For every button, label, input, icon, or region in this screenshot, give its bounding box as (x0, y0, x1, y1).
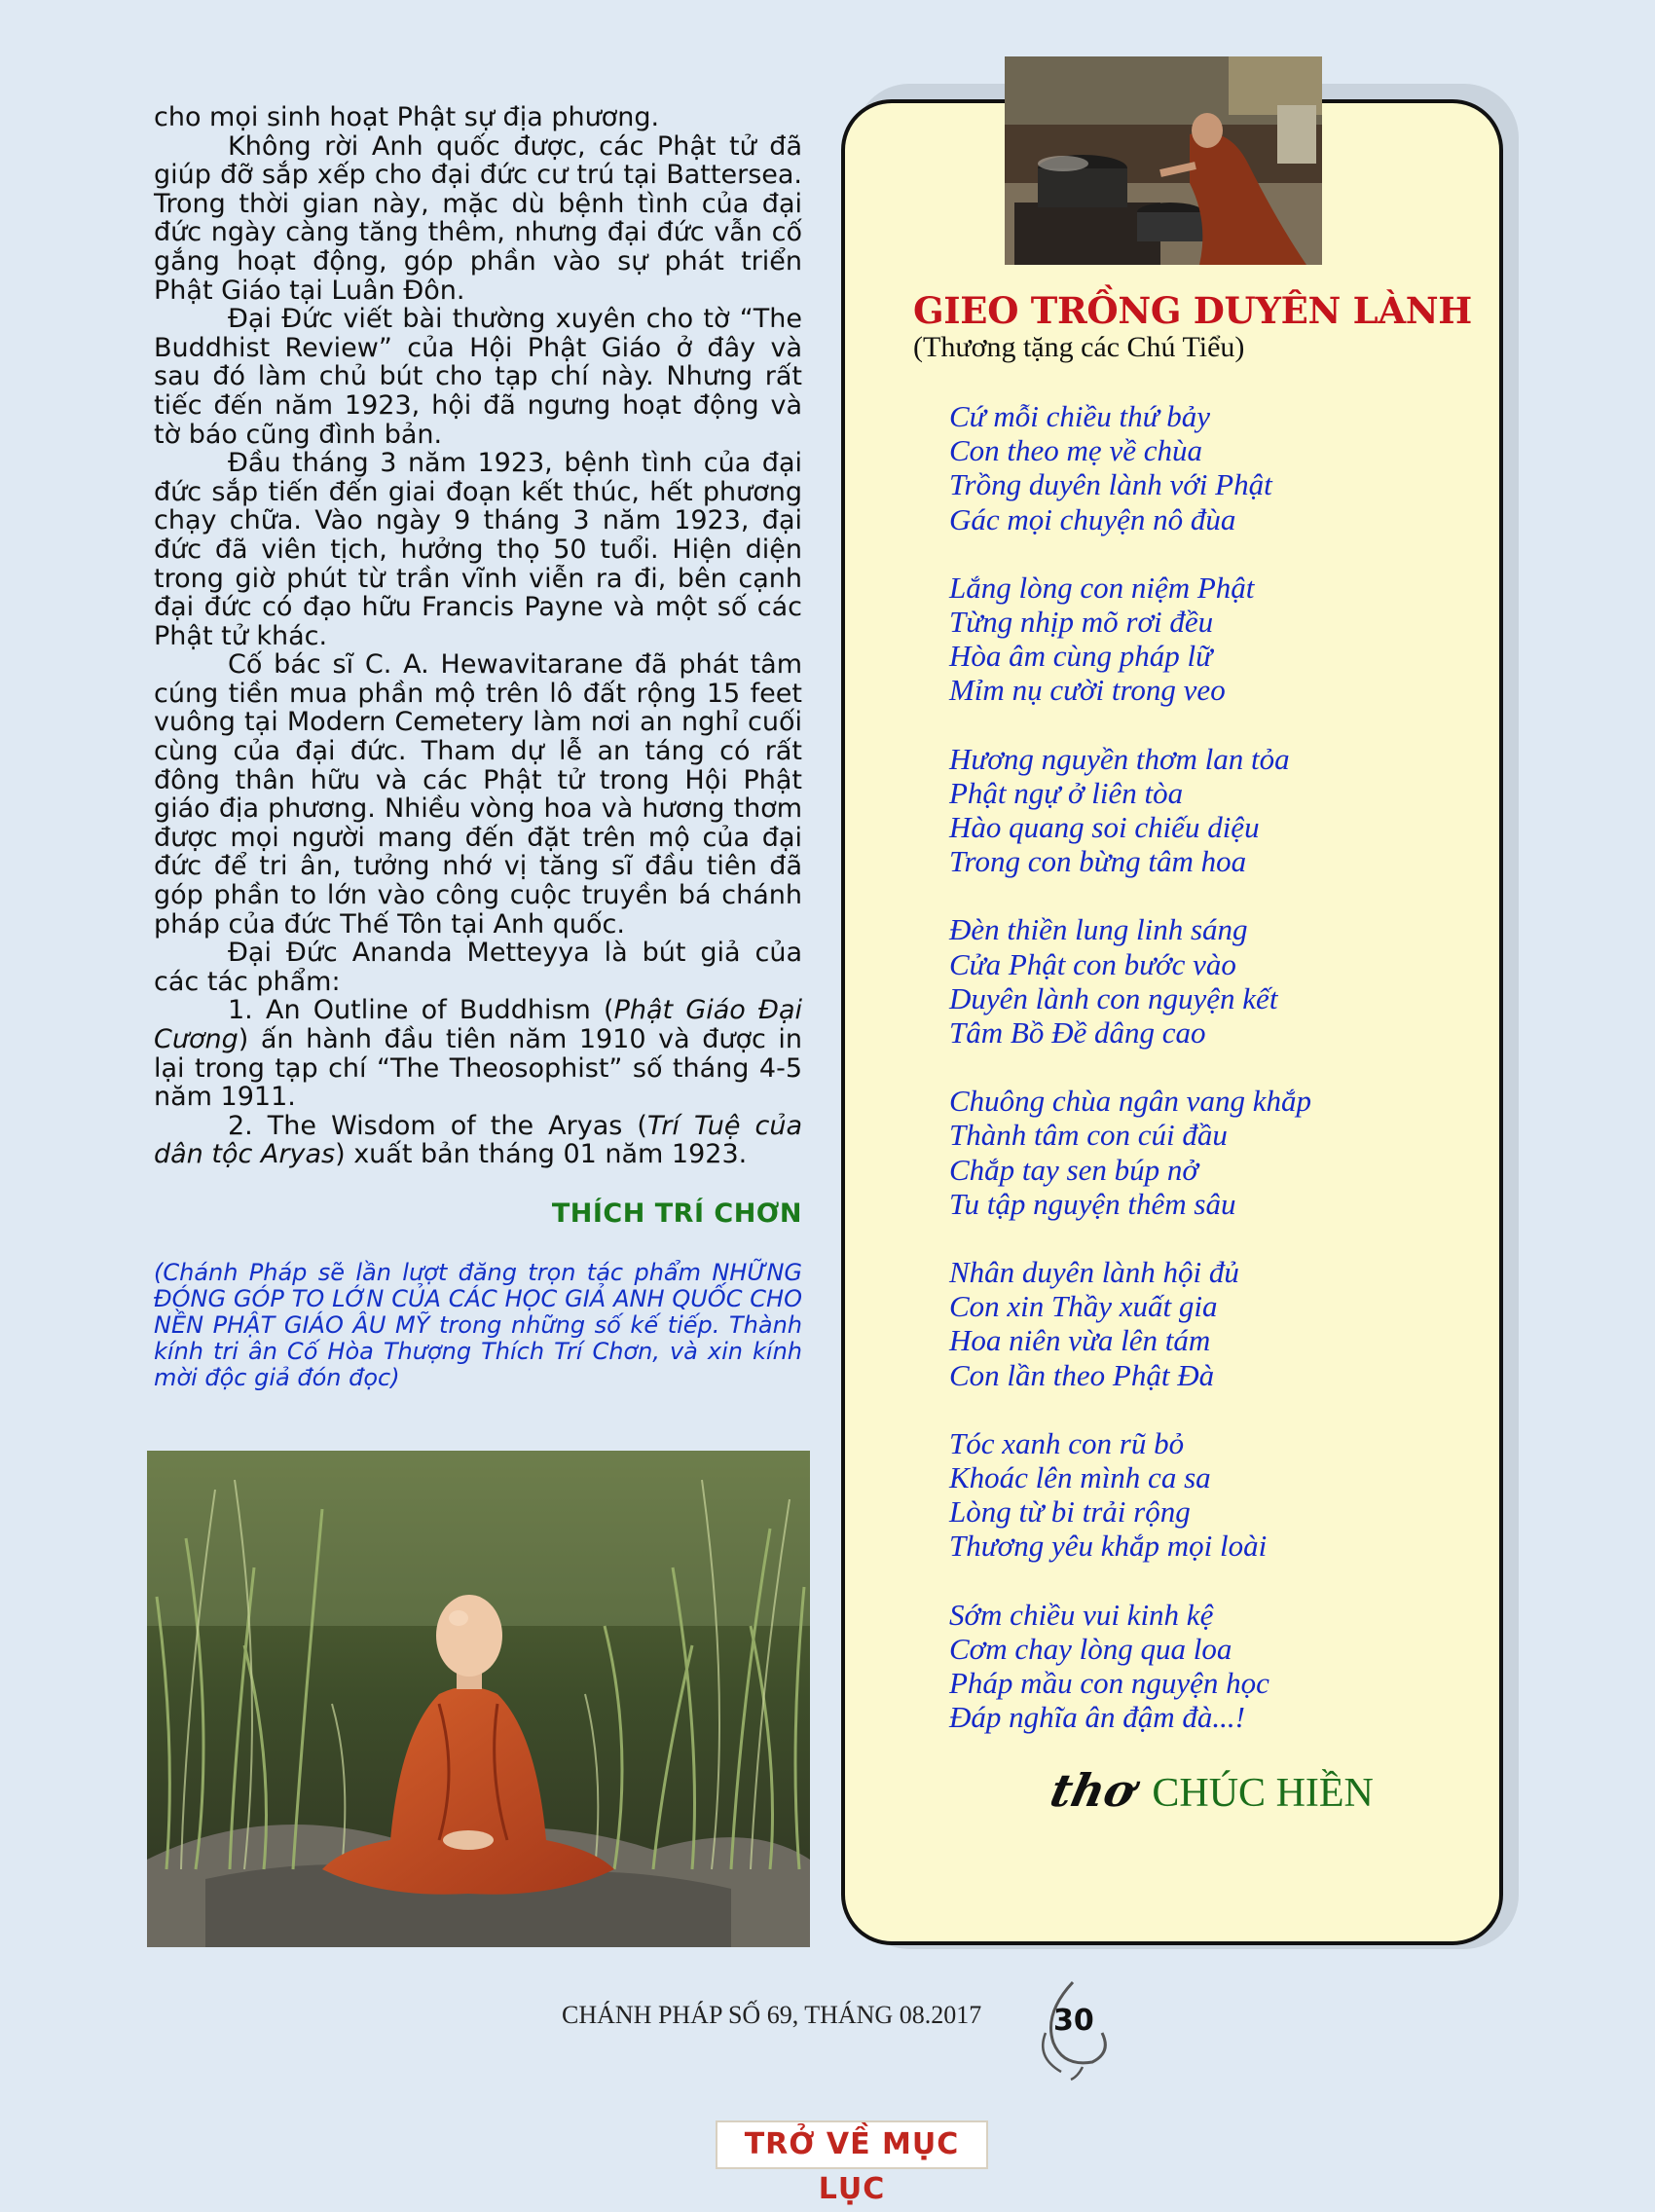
publication-info: CHÁNH PHÁP SỐ 69, THÁNG 08.2017 (562, 2001, 982, 2029)
poem-verse: Tu tập nguyện thêm sâu (949, 1186, 1236, 1221)
meditating-monk-photo (147, 1451, 810, 1947)
article-paragraph: Đại Đức viết bài thường xuyên cho tờ “The Buddhist Review” của Hội Phật Giáo ở đây và sau đó làm chủ bút cho tạp chí này. Nhưng rất tiếc đến năm 1923, hội đã ngưng hoạt động và tờ báo cũng đình bản. (154, 304, 802, 450)
poem-stanza (949, 742, 1494, 879)
poem-verse: Con lần theo Phật Đà (949, 1357, 1215, 1392)
poem-dedication: (Thương tặng các Chú Tiểu) (913, 331, 1245, 363)
poem-stanza (949, 571, 1494, 708)
poem-verse: Lòng từ bi trải rộng (949, 1494, 1191, 1530)
poem-verse: Tóc xanh con rũ bỏ (949, 1425, 1185, 1460)
poem-verse: Hòa âm cùng pháp lữ (949, 639, 1213, 674)
poem-verse: Chuông chùa ngân vang khắp (949, 1084, 1311, 1119)
page-number-badge (1024, 1974, 1122, 2082)
work-item: 2. The Wisdom of the Aryas (Trí Tuệ của dân tộc Aryas) xuất bản tháng 01 năm 1923. (154, 1110, 802, 1170)
poem-verse: Từng nhịp mõ rơi đều (949, 605, 1214, 640)
poem-stanza (949, 1084, 1494, 1221)
poem-verse: Hào quang soi chiếu diệu (949, 810, 1260, 845)
poet-signature (1046, 1764, 1374, 1817)
article-column (154, 103, 802, 1391)
article-author: THÍCH TRÍ CHƠN (551, 1198, 802, 1229)
article-paragraph: Không rời Anh quốc được, các Phật tử đã giúp đỡ sắp xếp cho đại đức cư trú tại Battersea. Trong thời gian này, mặc dù bệnh tình của đại đức ngày càng tăng thêm, nhưng đại đức vẫn cố gắng hoạt động, góp phần vào sự phát triển Phật Giáo tại Luân Đôn. (154, 130, 802, 306)
poem-verse: Tâm Bồ Đề dâng cao (949, 1015, 1206, 1051)
poem-stanza (949, 1255, 1494, 1392)
poem-verse: Hương nguyền thơm lan tỏa (949, 741, 1290, 776)
poem-verse: Cứ mỗi chiều thứ bảy (949, 399, 1210, 433)
poem-verse: Thương yêu khắp mọi loài (949, 1529, 1268, 1564)
poem-verse: Mỉm nụ cười trong veo (949, 673, 1226, 708)
work-item: 1. An Outline of Buddhism (Phật Giáo Đại Cương) ấn hành đầu tiên năm 1910 và được in lại trong tạp chí “The Theosophist” số tháng 4-5 năm 1911. (154, 995, 802, 1113)
poem-verse: Phật ngự ở liên tòa (949, 775, 1184, 810)
poem-stanza (949, 1598, 1494, 1735)
poem-verse: Pháp mầu con nguyện học (949, 1666, 1269, 1701)
works-list (154, 996, 802, 1169)
poem-verse: Đèn thiền lung linh sáng (949, 912, 1248, 947)
back-to-contents-button[interactable]: TRỞ VỀ MỤC LỤC (716, 2120, 988, 2169)
poem-verse: Sớm chiều vui kinh kệ (949, 1597, 1214, 1632)
poem-stanza (949, 912, 1494, 1050)
poem-verse: Trồng duyên lành với Phật (949, 467, 1272, 502)
poet-prefix: thơ (1046, 1764, 1141, 1817)
poem-verse: Con theo mẹ về chùa (949, 433, 1202, 468)
poem-verse: Trong con bừng tâm hoa (949, 844, 1247, 879)
poem-verse: Con xin Thầy xuất gia (949, 1289, 1218, 1324)
monk-cooking-photo (1005, 56, 1322, 265)
poem-verse: Cơm chay lòng qua loa (949, 1631, 1232, 1666)
poem-verse: Hoa niên vừa lên tám (949, 1323, 1211, 1358)
poem-verse: Đáp nghĩa ân đậm đà...! (949, 1700, 1245, 1735)
page-number: 30 (1053, 2004, 1094, 2038)
article-paragraph: Đầu tháng 3 năm 1923, bệnh tình của đại đức sắp tiến đến giai đoạn kết thúc, hết phương chạy chữa. Vào ngày 9 tháng 3 năm 1923, đại đức đã viên tịch, hưởng thọ 50 tuổi. Hiện diện trong giờ phút từ trần vĩnh viễn ra đi, bên cạnh đại đức có đạo hữu Francis Payne và một số các Phật tử khác. (154, 448, 802, 651)
poem-verse: Nhân duyên lành hội đủ (949, 1255, 1239, 1290)
editor-note: (Chánh Pháp sẽ lần lượt đăng trọn tác phẩm NHỮNG ĐÓNG GÓP TO LỚN CỦA CÁC HỌC GIẢ ANH QUỐC CHO NỀN PHẬT GIÁO ÂU MỸ trong những số kế tiếp. Thành kính tri ân Cố Hòa Thượng Thích Trí Chơn, và xin kính mời độc giả đón đọc) (154, 1258, 802, 1391)
poet-name: CHÚC HIỀN (1152, 1771, 1374, 1816)
poem-verse: Cửa Phật con bước vào (949, 946, 1236, 981)
poem-stanza (949, 1426, 1494, 1564)
poem-stanza (949, 399, 1494, 536)
poem-verse: Khoác lên mình ca sa (949, 1460, 1211, 1495)
article-paragraph: cho mọi sinh hoạt Phật sự địa phương. (154, 102, 660, 132)
poem-verse: Gác mọi chuyện nô đùa (949, 501, 1236, 536)
article-body (154, 103, 802, 996)
poem-verse: Chắp tay sen búp nở (949, 1152, 1198, 1187)
article-paragraph: Đại Đức Ananda Metteyya là bút giả của các tác phẩm: (154, 938, 802, 997)
poem-body (949, 399, 1494, 1769)
poem-verse: Duyên lành con nguyện kết (949, 980, 1278, 1015)
poem-verse: Lắng lòng con niệm Phật (949, 570, 1255, 605)
poem-verse: Thành tâm con cúi đầu (949, 1118, 1228, 1153)
article-paragraph: Cố bác sĩ C. A. Hewavitarane đã phát tâm cúng tiền mua phần mộ trên lô đất rộng 15 feet vuông tại Modern Cemetery làm nơi an nghỉ cuối cùng của đại đức. Tham dự lễ an táng có rất đông thân hữu và các Phật tử trong Hội Phật giáo địa phương. Nhiều vòng hoa và hương thơm được mọi người mang đến đặt trên mộ của đại đức để tri ân, tưởng nhớ vị tăng sĩ đầu tiên đã góp phần to lớn vào công cuộc truyền bá chánh pháp của đức Thế Tôn tại Anh quốc. (154, 649, 802, 940)
poem-title: GIEO TRỒNG DUYÊN LÀNH (913, 289, 1472, 332)
